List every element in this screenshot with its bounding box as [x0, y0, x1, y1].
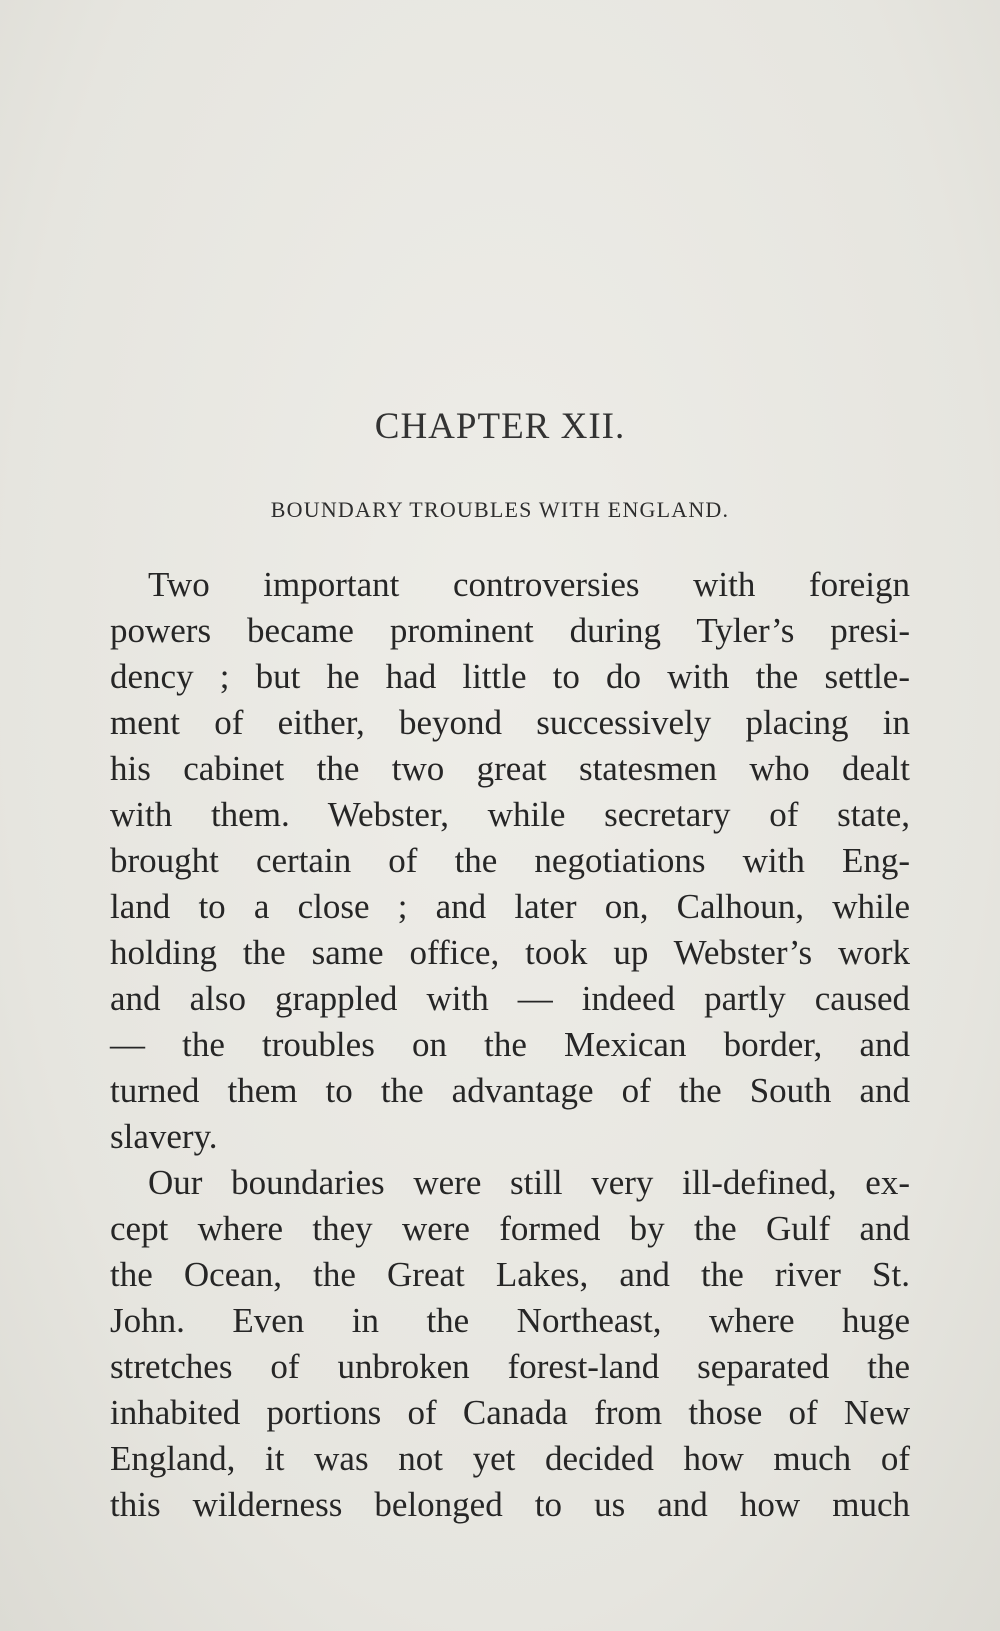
text-line: holding the same office, took up Webster’s work: [110, 933, 910, 972]
text-line: ment of either, beyond successively placing in: [110, 703, 910, 742]
text-line: — the troubles on the Mexican border, and: [110, 1025, 910, 1064]
text-line: Our boundaries were still very ill-defined, ex-: [148, 1163, 910, 1202]
text-line: cept where they were formed by the Gulf and: [110, 1209, 910, 1248]
paragraph-1: [110, 562, 910, 1160]
text-line: and also grappled with — indeed partly caused: [110, 979, 910, 1018]
text-line: John. Even in the Northeast, where huge: [110, 1301, 910, 1340]
chapter-body: [110, 562, 910, 1528]
chapter-subtitle: BOUNDARY TROUBLES WITH ENGLAND.: [270, 497, 730, 522]
text-line: inhabited portions of Canada from those of New: [110, 1393, 910, 1432]
text-line: this wilderness belonged to us and how much: [110, 1485, 910, 1524]
text-line: the Ocean, the Great Lakes, and the river St.: [110, 1255, 910, 1294]
text-line: Two important controversies with foreign: [148, 565, 910, 604]
text-line: turned them to the advantage of the South and: [110, 1071, 910, 1110]
text-line: with them. Webster, while secretary of state,: [110, 795, 910, 834]
text-line: England, it was not yet decided how much of: [110, 1439, 910, 1478]
bleed-through-text: [60, 110, 930, 202]
text-line: slavery.: [110, 1117, 218, 1156]
paragraph-2: [110, 1160, 910, 1528]
text-line: land to a close ; and later on, Calhoun, while: [110, 887, 910, 926]
text-line: brought certain of the negotiations with Eng-: [110, 841, 910, 880]
text-line: his cabinet the two great statesmen who dealt: [110, 749, 910, 788]
text-line: dency ; but he had little to do with the settle-: [110, 657, 910, 696]
chapter-title: CHAPTER XII.: [374, 406, 626, 447]
text-line: powers became prominent during Tyler’s presi-: [110, 611, 910, 650]
text-line: stretches of unbroken forest-land separated the: [110, 1347, 910, 1386]
